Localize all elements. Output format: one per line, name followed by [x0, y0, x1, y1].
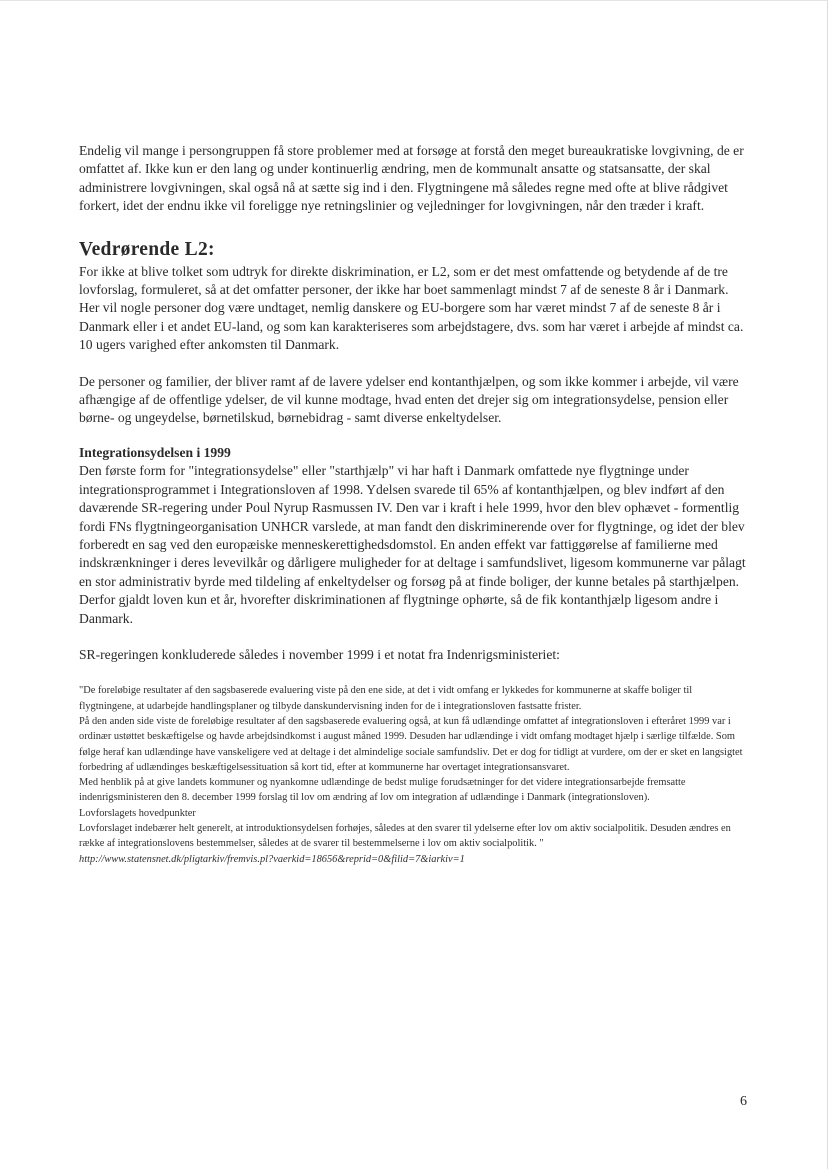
section-heading-l2: Vedrørende L2: — [79, 238, 215, 260]
ministry-quote — [79, 683, 747, 867]
quote-subheading: Lovforslagets hovedpunkter — [79, 807, 196, 819]
l2-paragraph-2: De personer og familier, der bliver ramt af de lavere ydelser end kontanthjælpen, og som ikke kommer i arbejde, vil være afhængige af de offentlige ydelser, de vil kunne modtage, hvad enten det drejer sig om integrationsydelse, pension eller børne- og ungeydelse, børnetilskud, børnebidrag - samt diverse enkeltydelser. — [79, 373, 739, 426]
document-body — [79, 142, 747, 867]
source-url: http://www.statensnet.dk/pligtarkiv/fremvis.pl?vaerkid=18656&reprid=0&filid=7&iarkiv=1 — [79, 853, 465, 865]
quote-paragraph-2: På den anden side viste de foreløbige resultater af den sagsbaserede evaluering også, at kun få udlændinge omfattet af integrationsloven i efteråret 1999 var i ordinær ustøttet beskæftigelse og havde arbejdsindkomst i august måned 1999. Desuden har udlændinge i vidt omfang modtaget hjælp i særlige tilfælde. Som følge heraf kan udlændinge have vanskeligere ved at deltage i det almindelige sociale samfundsliv. Det er dog for tidligt at vurdere, om der er sket en langsigtet forbedring af udlændinges beskæftigelsessituation så kort tid, efter at kommunerne har overtaget integrationsansvaret. — [79, 715, 743, 773]
integrationsydelse-paragraph: Den første form for "integrationsydelse" eller "starthjælp" vi har haft i Danmark omfattede nye flygtninge under integrationsprogrammet i Integrationsloven af 1998. Ydelsen svarede til 65% af kontanthjælpen, og blev indført af den daværende SR-regering under Poul Nyrup Rasmussen IV. Den var i kraft i hele 1999, hvor den blev ophævet - formentlig fordi FNs flygtningeorganisation UNHCR varslede, at man fandt den diskriminerende over for flygtninge, og idet der blev forberedt en sag ved den europæiske menneskerettighedsdomstol. En anden effekt var fattiggørelse af familierne med indskrænkninger i deres levevilkår og dårligere muligheder for at deltage i samfundslivet, ligesom kommunerne var pålagt en stor administrativ byrde med tildeling af enkeltydelser og forsøg på at finde boliger, der kunne betales på starthjælpen. Derfor gjaldt loven kun et år, hvorefter diskriminationen af flygtninge ophørte, så de fik kontanthjælp ligesom andre i Danmark. — [79, 463, 746, 626]
sr-notat-paragraph: SR-regeringen konkluderede således i november 1999 i et notat fra Indenrigsministeriet: — [79, 646, 560, 662]
intro-paragraph: Endelig vil mange i persongruppen få store problemer med at forsøge at forstå den meget bureaukratiske lovgivning, de er omfattet af. Ikke kun er den lang og under kontinuerlig ændring, men de kommunalt ansatte og statsansatte, der skal administrere lovgivningen, skal også nå at sætte sig ind i den. Flygtningene må således regne med ofte at blive rådgivet forkert, idet der endnu ikke vil foreligge nye retningslinier og vejledninger for lovgivningen, når den træder i kraft. — [79, 143, 744, 214]
page-number: 6 — [740, 1094, 747, 1109]
l2-paragraph-1: For ikke at blive tolket som udtryk for direkte diskrimination, er L2, som er det mest omfattende og betydende af de tre lovforslag, formuleret, så at det omfatter personer, der ikke har boet sammenlagt mindst 7 af de seneste 8 år i Danmark. Her vil nogle personer dog være undtaget, nemlig danskere og EU-borgere som har været mindst 7 af de seneste 8 år i Danmark eller i et andet EU-land, og som kan karakteriseres som arbejdstagere, dvs. som har været i arbejde af mindst ca. 10 ugers varighed efter ankomsten til Danmark. — [79, 263, 744, 353]
subheading-integrationsydelsen: Integrationsydelsen i 1999 — [79, 444, 231, 460]
quote-paragraph-5: Lovforslaget indebærer helt generelt, at introduktionsydelsen forhøjes, således at den svarer til ydelserne efter lov om aktiv socialpolitik. Desuden ændres en række af integrationslovens bestemmelser, således at de svarer til bestemmelserne i lov om aktiv socialpolitik. " — [79, 823, 731, 850]
quote-paragraph-3: Med henblik på at give landets kommuner og nyankomne udlændinge de bedst mulige forudsætninger for det videre integrationsarbejde fremsatte indenrigsministeren den 8. december 1999 forslag til lov om ændring af lov om integration af udlændinge i Danmark (integrationsloven). — [79, 777, 686, 804]
quote-paragraph-1: "De foreløbige resultater af den sagsbaserede evaluering viste på den ene side, at det i vidt omfang er lykkedes for kommunerne at skaffe boliger til flygtningene, at udarbejde handlingsplaner og tilbyde danskundervisning inden for de i integrationsloven fastsatte frister. — [79, 685, 693, 712]
